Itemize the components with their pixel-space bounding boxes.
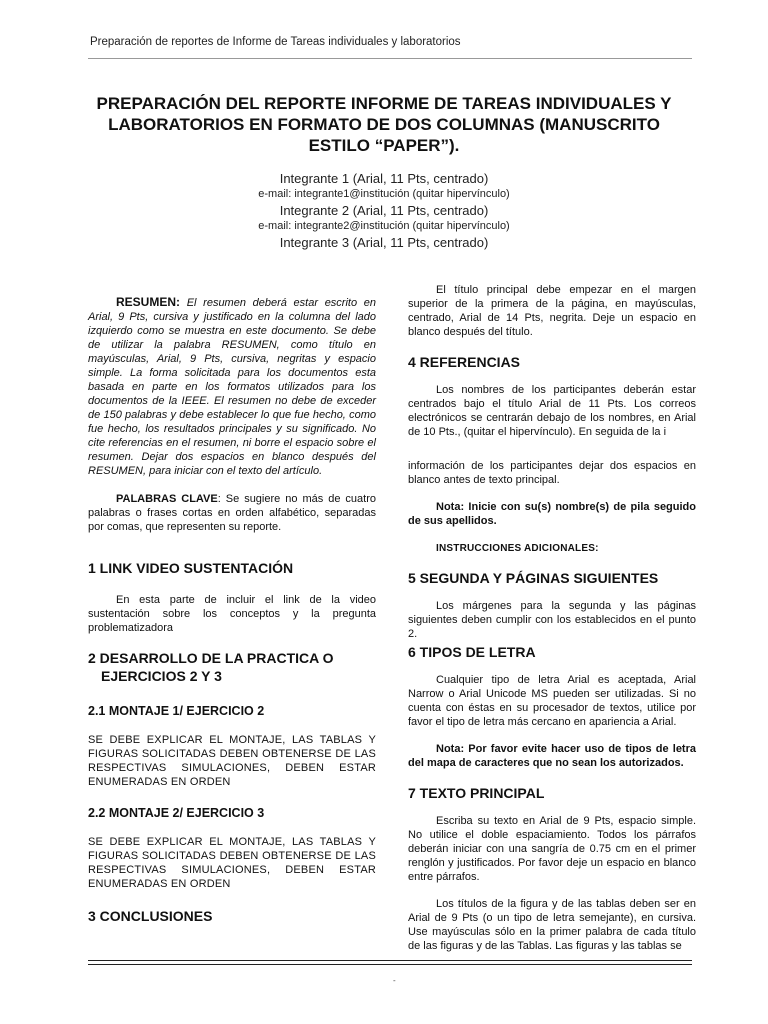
abstract-label: RESUMEN: — [116, 295, 181, 309]
subsection-2-2-text: SE DEBE EXPLICAR EL MONTAJE, LAS TABLAS Y FIGURAS SOLICITADAS DEBEN OBTENERSE DE LAS RESPECTIVAS SIMULACIONES, DEBEN ESTAR ENUMERADAS EN ORDEN — [88, 836, 376, 890]
document-title: PREPARACIÓN DEL REPORTE INFORME DE TAREAS INDIVIDUALES Y LABORATORIOS EN FORMATO DE DOS COLUMNAS (MANUSCRITO ESTILO “PAPER”). — [96, 94, 672, 155]
section-5-paragraph: Los márgenes para la segunda y las páginas siguientes deben cumplir con los establecidos en el punto 2. — [408, 600, 696, 640]
keywords-text: : Se sugiere no más de cuatro palabras o frases cortas en orden alfabético, separadas por comas, que representen su reporte. — [88, 493, 376, 533]
section-7-paragraph-2: Los títulos de la figura y de las tablas deben ser en Arial de 9 Pts (o un tipo de letra semejante), en cursiva. Use mayúsculas sólo en la primer palabra de cada título de las figuras y de las Tablas. Las figuras y las tablas se — [408, 898, 696, 952]
subsection-heading-2-1: 2.1 MONTAJE 1/ EJERCICIO 2 — [88, 704, 265, 718]
additional-instructions: INSTRUCCIONES ADICIONALES: — [436, 543, 599, 554]
right-column — [408, 283, 696, 953]
section-7-paragraph-1: Escriba su texto en Arial de 9 Pts, espacio simple. No utilice el doble espaciamiento. Todos los párrafos deberán iniciar con una sangría de 0.75 cm en el primer renglón y justificados. Por favor deje un espacio en blanco entre párrafos. — [408, 815, 696, 883]
section-heading-6: 6 TIPOS DE LETRA — [408, 644, 536, 660]
author-email: e-mail: integrante1@institución (quitar hipervínculo) — [258, 188, 510, 200]
section-4-note: Nota: Inicie con su(s) nombre(s) de pila seguido de sus apellidos. — [408, 501, 696, 527]
subsection-2-1-text: SE DEBE EXPLICAR EL MONTAJE, LAS TABLAS Y FIGURAS SOLICITADAS DEBEN OBTENERSE DE LAS RESPECTIVAS SIMULACIONES, DEBEN ESTAR ENUMERADAS EN ORDEN — [88, 734, 376, 788]
header-divider — [88, 58, 692, 59]
author-name: Integrante 1 (Arial, 11 Pts, centrado) — [279, 171, 489, 186]
footer-divider — [88, 964, 692, 965]
section-4-paragraph-2: información de los participantes dejar dos espacios en blanco antes de texto principal. — [408, 460, 696, 486]
running-header: Preparación de reportes de Informe de Tareas individuales y laboratorios — [90, 36, 461, 48]
footer-divider — [88, 960, 692, 961]
section-heading-2: 2 DESARROLLO DE LA PRACTICA O EJERCICIOS 2 Y 3 — [88, 650, 334, 684]
section-heading-7: 7 TEXTO PRINCIPAL — [408, 785, 545, 801]
author-name: Integrante 2 (Arial, 11 Pts, centrado) — [279, 203, 489, 218]
authors-block — [90, 170, 678, 251]
section-heading-5: 5 SEGUNDA Y PÁGINAS SIGUIENTES — [408, 570, 659, 586]
page-mark: - — [393, 976, 396, 985]
section-heading-1: 1 LINK VIDEO SUSTENTACIÓN — [88, 560, 294, 576]
section-6-paragraph: Cualquier tipo de letra Arial es aceptada, Arial Narrow o Arial Unicode MS pueden ser utilizadas. Si no cuenta con éstas en su procesador de textos, utilice por favor el tipo de letra más cercano en apariencia a Arial. — [408, 674, 696, 728]
author-name: Integrante 3 (Arial, 11 Pts, centrado) — [279, 235, 489, 250]
section-heading-3: 3 CONCLUSIONES — [88, 908, 213, 924]
section-heading-4: 4 REFERENCIAS — [408, 354, 521, 370]
keywords-label: PALABRAS CLAVE — [116, 493, 218, 505]
keywords — [88, 492, 376, 534]
section-1-text: En esta parte de incluir el link de la video sustentación sobre los conceptos y la pregunta problematizadora — [88, 594, 376, 634]
section-6-note: Nota: Por favor evite hacer uso de tipos de letra del mapa de caracteres que no sean los autorizados. — [408, 743, 696, 769]
subsection-heading-2-2: 2.2 MONTAJE 2/ EJERCICIO 3 — [88, 806, 265, 820]
left-column — [88, 295, 376, 925]
section-4-paragraph-1: Los nombres de los participantes deberán estar centrados bajo el título Arial de 11 Pts. Los correos electrónicos se centrarán debajo de los nombres, en Arial de 10 Pts., (quitar el hipervínculo). En seguida de la i — [408, 384, 696, 438]
author-email: e-mail: integrante2@institución (quitar hipervínculo) — [258, 220, 510, 232]
abstract-text: El resumen deberá estar escrito en Arial, 9 Pts, cursiva y justificado en la columna del lado izquierdo como se muestra en este documento. Se debe de utilizar la palabra RESUMEN, como título en mayúsculas, Arial, 9 Pts, cursiva, negritas y espacio simple. La forma solicitada para los documentos esta basada en parte en los formatos utilizados para los documentos de la IEEE. El resumen no debe de exceder de 150 palabras y debe establecer lo que fue hecho, como fue hecho, los resultados principales y su significado. No cite referencias en el resumen, ni borre el espacio sobre el resumen. Dejar dos espacios en blanco después del RESUMEN, para iniciar con el texto del artículo. — [88, 297, 377, 477]
abstract — [88, 295, 376, 478]
title-instructions: El título principal debe empezar en el margen superior de la primera de la página, en mayúsculas, centrado, Arial de 14 Pts, negrita. Deje un espacio en blanco después del título. — [408, 284, 696, 338]
